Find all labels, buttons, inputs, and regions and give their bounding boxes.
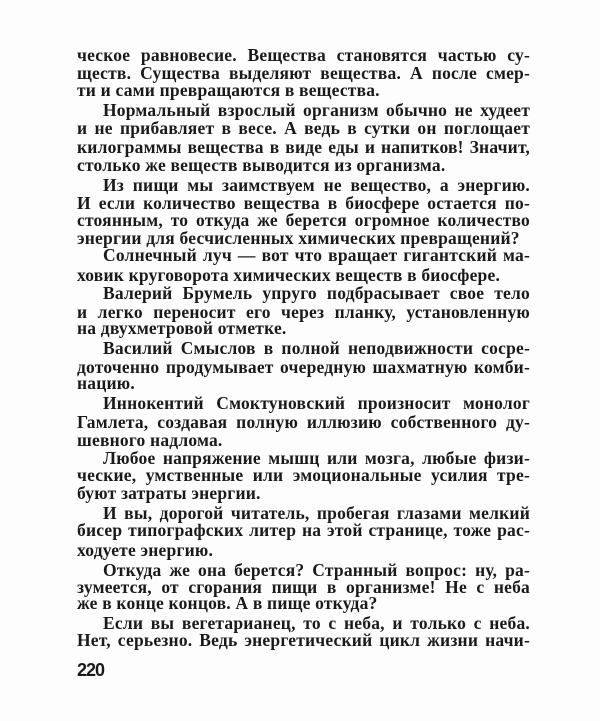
text-line: Солнечный луч — вот что вращает гигантский ма- [103,245,530,265]
text-line: стоянным, то откуда же берется огромное количество [77,210,530,230]
text-line: ческие, умственные или эмоциональные усилия тре- [77,465,530,485]
text-line: Валерий Брумель упруго подбрасывает свое тело [103,283,530,303]
text-line: Любое напряжение мышц или мозга, любые физи- [103,448,530,468]
text-line: же в конце концов. А в пище откуда? [77,593,378,613]
text-line: нацию. [77,373,135,393]
text-line: зумеется, от сгорания пищи в организме! Не с неба [77,577,530,597]
text-line: Иннокентий Смоктуновский произносит монолог [103,393,530,413]
text-line: Нет, серьезно. Ведь энергетический цикл жизни начи- [77,630,530,650]
text-line: и не прибавляет в весе. А ведь в сутки он поглощает [77,118,530,138]
text-line: бисер типографских литер на этой странице, тоже рас- [77,520,530,540]
text-line: ходуете энергию. [77,540,214,560]
text-line: Василий Смыслов в полной неподвижности сосре- [103,338,530,358]
text-line: шевного надлома. [77,430,223,450]
text-line: буют затраты энергии. [77,483,261,503]
text-line: и легко переносит его через планку, установленную [77,302,530,322]
text-line: И вы, дорогой читатель, пробегая глазами мелкий [103,503,530,523]
text-line: Нормальный взрослый организм обычно не худеет [103,100,530,120]
text-line: ховик круговорота химических веществ в биосфере. [77,265,501,285]
text-line: И если количество вещества в биосфере остается по- [77,193,530,213]
text-line: ти и сами превращаются в вещества. [77,80,380,100]
text-line: Из пищи мы заимствуем не вещество, а энергию. [103,175,530,195]
page-number: 220 [77,660,105,680]
text-line: ческое равновесие. Вещества становятся частью су- [77,45,530,65]
text-line: Откуда же она берется? Странный вопрос: ну, ра- [103,560,530,580]
text-line: Если вы вегетарианец, то с неба, и только с неба. [103,613,530,633]
text-line: ществ. Существа выделяют вещества. А после смер- [77,63,530,83]
text-line: на двухметровой отметке. [77,318,287,338]
text-line: столько же веществ выводится из организма. [77,155,446,175]
text-line: доточенно продумывает очередную шахматную комби- [77,357,530,377]
text-line: энергии для бесчисленных химических превращений? [77,228,520,248]
text-line: килограммы вещества в виде еды и напитков! Значит, [77,137,530,157]
text-line: Гамлета, создавая полную иллюзию собственного ду- [77,412,530,432]
